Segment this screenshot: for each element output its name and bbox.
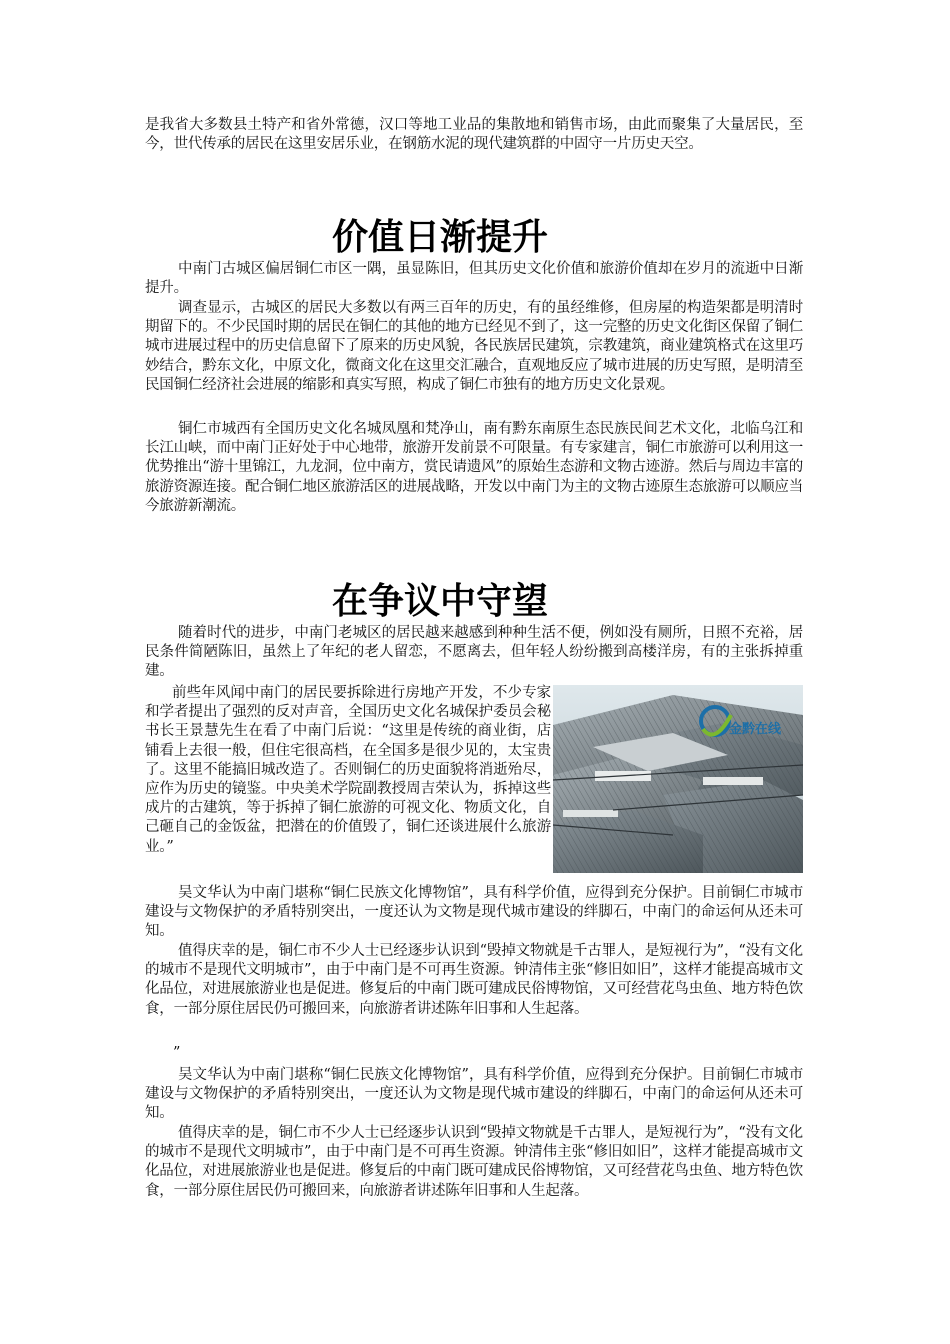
rooftops-photo — [553, 685, 803, 873]
section2-paragraph-3: 吴文华认为中南门堪称“铜仁民族文化博物馆”，具有科学价值，应得到充分保护。目前铜仁市城市建设与文物保护的矛盾特别突出，一度还认为文物是现代城市建设的绊脚石，中南门的命运何从还未可知。 — [145, 885, 803, 940]
logo-text: 金黔在线 — [729, 722, 782, 737]
stray-quote-mark: ” — [173, 1045, 181, 1061]
rooftops-illustration — [553, 685, 803, 873]
section1-paragraph-3: 铜仁市城西有全国历史文化名城凤凰和梵净山，南有黔东南原生态民族民间艺术文化，北临乌江和长江山峡，而中南门正好处于中心地带，旅游开发前景不可限量。有专家建言，铜仁市旅游可以利用这一优势推出“游十里锦江，九龙洞，位中南方，赏民请遗风”的原始生态游和文物古迹游。然后与周边丰富的旅游资源连接。配合铜仁地区旅游活区的进展战略，开发以中南门为主的文物古迹原生态旅游可以顺应当今旅游新潮流。 — [145, 421, 803, 514]
section2-paragraph-5: 吴文华认为中南门堪称“铜仁民族文化博物馆”，具有科学价值，应得到充分保护。目前铜仁市城市建设与文物保护的矛盾特别突出，一度还认为文物是现代城市建设的绊脚石，中南门的命运何从还未可知。 — [145, 1067, 803, 1122]
section2-paragraph-4: 值得庆幸的是，铜仁市不少人士已经逐步认识到“毁掉文物就是千古罪人，是短视行为”，“没有文化的城市不是现代文明城市”，由于中南门是不可再生资源。钟清伟主张“修旧如旧”，这样才能提高城市文化品位，对进展旅游业也是促进。修复后的中南门既可建成民俗博物馆，又可经营花鸟虫鱼、地方特色饮食，一部分原住居民仍可搬回来，向旅游者讲述陈年旧事和人生起落。 — [145, 943, 803, 1017]
section-heading-value: 价值日渐提升 — [331, 217, 548, 258]
section-heading-controversy: 在争议中守望 — [331, 581, 548, 622]
section1-paragraph-2: 调查显示，古城区的居民大多数以有两三百年的历史，有的虽经维修，但房屋的构造架都是明清时期留下的。不少民国时期的居民在铜仁的其他的地方已经见不到了，这一完整的历史文化街区保留了铜仁城市进展过程中的历史信息留下了原来的历史风貌，各民族居民建筑，宗教建筑，商业建筑格式在这里巧妙结合，黔东文化，中原文化，微商文化在这里交汇融合，直观地反应了城市进展的历史写照，是明清至民国铜仁经济社会进展的缩影和真实写照，构成了铜仁市独有的地方历史文化景观。 — [145, 300, 803, 393]
section2-paragraph-6: 值得庆幸的是，铜仁市不少人士已经逐步认识到“毁掉文物就是千古罪人，是短视行为”，“没有文化的城市不是现代文明城市”，由于中南门是不可再生资源。钟清伟主张“修旧如旧”，这样才能提高城市文化品位，对进展旅游业也是促进。修复后的中南门既可建成民俗博物馆，又可经营花鸟虫鱼、地方特色饮食，一部分原住居民仍可搬回来，向旅游者讲述陈年旧事和人生起落。 — [145, 1125, 803, 1199]
intro-paragraph: 是我省大多数县土特产和省外常德，汉口等地工业品的集散地和销售市场，由此而聚集了大量居民，至今，世代传承的居民在这里安居乐业，在钢筋水泥的现代建筑群的中固守一片历史天空。 — [145, 117, 803, 153]
section2-paragraph-1: 随着时代的进步，中南门老城区的居民越来越感到种种生活不便，例如没有厕所，日照不充裕，居民条件简陋陈旧，虽然上了年纪的老人留恋，不愿离去，但年轻人纷纷搬到高楼洋房，有的主张拆掉重建。 — [145, 625, 803, 680]
section1-paragraph-1: 中南门古城区偏居铜仁市区一隅，虽显陈旧，但其历史文化价值和旅游价值却在岁月的流逝中日渐提升。 — [145, 261, 803, 297]
section2-paragraph-2: 前些年风闻中南门的居民要拆除进行房地产开发，不少专家和学者提出了强烈的反对声音，全国历史文化名城保护委员会秘书长王景慧先生在看了中南门后说：“这里是传统的商业街，店铺看上去很一般，但住宅很高档，在全国多是很少见的，太宝贵了。这里不能搞旧城改造了。否则铜仁的历史面貌将消逝殆尽，应作为历史的镜鉴。中央美术学院副教授周吉荣认为，拆掉这些成片的古建筑，等于拆掉了铜仁旅游的可视文化、物质文化，自己砸自己的金饭盆，把潜在的价值毁了，铜仁还谈进展什么旅游业。” — [145, 685, 551, 855]
